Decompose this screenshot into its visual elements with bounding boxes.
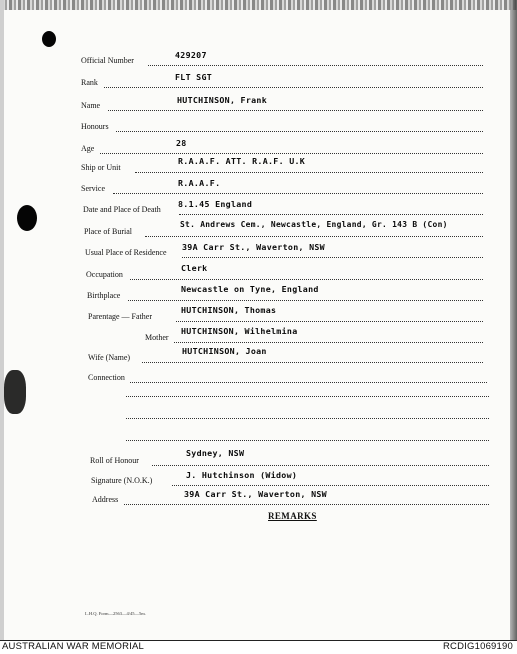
- field-value: Clerk: [181, 263, 208, 273]
- institution-credit: AUSTRALIAN WAR MEMORIAL: [2, 641, 145, 652]
- field-value: Newcastle on Tyne, England: [181, 284, 319, 294]
- field-label: Address: [92, 495, 119, 504]
- record-reference: RCDIG1069190: [443, 641, 513, 652]
- field-label: Service: [81, 184, 105, 193]
- field-official-number: [0, 50, 517, 76]
- field-label: Occupation: [86, 270, 123, 279]
- field-rule: [130, 279, 483, 280]
- field-rule: [113, 193, 483, 194]
- punch-hole-top: [42, 31, 56, 47]
- field-label: Place of Burial: [84, 227, 132, 236]
- field-value: HUTCHINSON, Wilhelmina: [181, 326, 298, 336]
- field-rule: [142, 362, 483, 363]
- field-rule: [148, 65, 483, 66]
- field-value: 429207: [175, 50, 207, 60]
- field-rule: [179, 214, 483, 215]
- field-label: Official Number: [81, 56, 134, 65]
- field-label: Birthplace: [87, 291, 121, 300]
- field-value: HUTCHINSON, Frank: [177, 95, 268, 105]
- field-rule: [172, 485, 489, 486]
- field-value: Sydney, NSW: [186, 448, 245, 458]
- field-label: Usual Place of Residence: [85, 248, 167, 257]
- field-value: 28: [176, 138, 187, 148]
- field-service: [0, 178, 517, 204]
- field-rule: [128, 300, 483, 301]
- field-value: 39A Carr St., Waverton, NSW: [184, 489, 327, 499]
- scan-edge-top: [0, 0, 517, 10]
- field-label: Name: [81, 101, 101, 110]
- field-label: Age: [81, 144, 95, 153]
- field-address: [0, 489, 517, 515]
- field-rule: [104, 87, 483, 88]
- field-rule: [135, 172, 483, 173]
- field-label: Date and Place of Death: [83, 205, 161, 214]
- field-usual-residence: [0, 242, 517, 268]
- field-value: St. Andrews Cem., Newcastle, England, Gr. 143 B (Con): [180, 220, 448, 229]
- field-label: Honours: [81, 122, 109, 131]
- field-rule: [116, 131, 483, 132]
- connection-blank-line: [126, 440, 489, 441]
- remarks-heading: REMARKS: [268, 511, 317, 521]
- field-ship-or-unit: [0, 156, 517, 183]
- field-label: Signature (N.O.K.): [91, 476, 153, 485]
- field-rule: [108, 110, 483, 111]
- field-rule: [176, 321, 483, 322]
- field-honours: [0, 120, 517, 142]
- field-rule: [145, 236, 483, 237]
- connection-blank-line: [126, 418, 489, 419]
- field-value: R.A.A.F.: [178, 178, 221, 188]
- field-rule: [174, 342, 483, 343]
- field-rule: [100, 153, 483, 154]
- field-name: [0, 95, 517, 121]
- field-value: HUTCHINSON, Joan: [182, 346, 267, 356]
- field-value: FLT SGT: [175, 72, 213, 82]
- field-wife: [0, 346, 517, 373]
- field-value: R.A.A.F. ATT. R.A.F. U.K: [178, 156, 306, 166]
- field-value: 39A Carr St., Waverton, NSW: [182, 242, 325, 252]
- field-label: Wife (Name): [88, 353, 131, 362]
- field-value: J. Hutchinson (Widow): [186, 470, 298, 480]
- field-label: Parentage — Father: [88, 312, 152, 321]
- field-rule: [182, 257, 483, 258]
- credit-bar: [0, 640, 517, 654]
- field-label: Connection: [88, 373, 125, 382]
- form-code: L.H.Q. Form—2563—4/45—5m.: [85, 611, 146, 616]
- field-value: HUTCHINSON, Thomas: [181, 305, 277, 315]
- field-label: Rank: [81, 78, 98, 87]
- field-rule: [130, 382, 487, 383]
- field-rule: [124, 504, 489, 505]
- connection-blank-line: [126, 396, 489, 397]
- field-connection: [0, 371, 517, 393]
- field-rule: [152, 465, 489, 466]
- field-value: 8.1.45 England: [178, 199, 253, 209]
- field-label: Roll of Honour: [90, 456, 139, 465]
- field-label: Ship or Unit: [81, 163, 121, 172]
- field-label: Mother: [145, 333, 169, 342]
